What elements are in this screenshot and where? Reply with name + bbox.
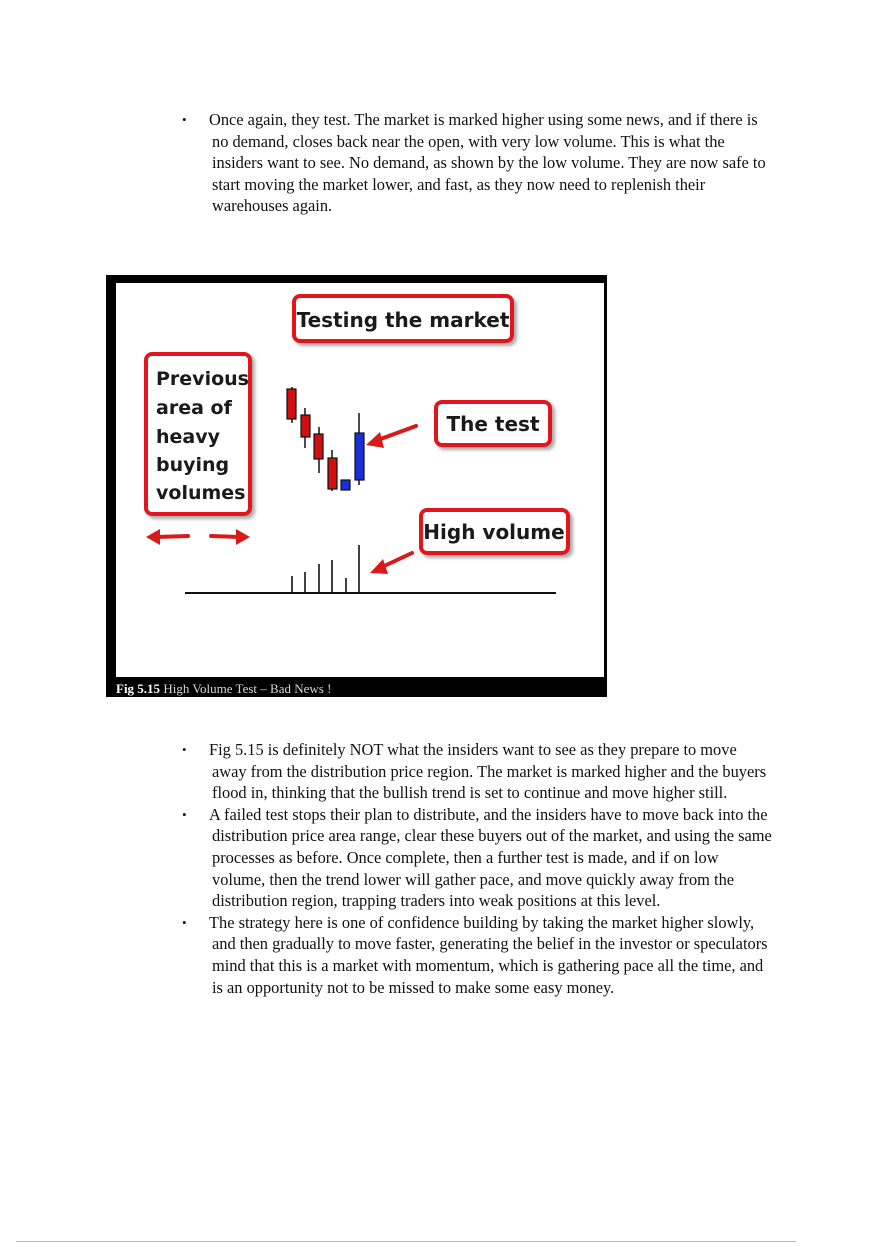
bullet-item [182, 109, 772, 217]
volume-arrow-icon [370, 553, 412, 574]
top-bullet-list [182, 109, 772, 217]
bullet-dot: • [182, 742, 187, 757]
candlestick-diagram [116, 283, 604, 677]
figure-caption [116, 681, 331, 697]
bullet-text: A failed test stops their plan to distribute, and the insiders have to move back into the distribution price area range, clear these buyers out of the market, and using the same processes as before. Once complete, then a further test is made, and if on low volume, then the trend lower will gather pace, and move quickly away from the distribution region, trapping traders into weak positions at this level. [209, 804, 772, 911]
bottom-bullet-list [182, 739, 772, 998]
bullet-item [182, 739, 772, 804]
bullet-text: Once again, they test. The market is marked higher using some news, and if there is no demand, closes back near the open, with very low volume. This is what the insiders want to see. No demand, as shown by the low volume. They are now safe to start moving the market lower, and fast, as they now need to replenish their warehouses again. [209, 110, 766, 216]
caption-number: Fig 5.15 [116, 681, 161, 696]
bear-candle [328, 458, 337, 489]
bullet-item [182, 912, 772, 998]
volume-callout-text: High volume [423, 520, 565, 544]
bull-candle [341, 480, 350, 490]
bullet-dot: • [182, 806, 187, 822]
title-callout-text: Testing the market [296, 308, 510, 332]
bull-candle [355, 433, 364, 480]
left-callout-line: heavy [156, 426, 221, 448]
test-arrow-icon [366, 426, 416, 448]
bear-candle [301, 415, 310, 437]
left-callout-line: area of [156, 397, 232, 419]
left-arrow-icon [146, 529, 188, 545]
test-callout-text: The test [446, 412, 540, 436]
bear-candle [314, 434, 323, 459]
footer-divider [16, 1241, 796, 1242]
bullet-item [182, 804, 772, 912]
right-arrow-icon [211, 529, 250, 545]
figure-5-15 [106, 275, 607, 697]
bullet-text: The strategy here is one of confidence building by taking the market higher slowly, and then gradually to move faster, generating the belief in the investor or speculators mind that this is a market with momentum, which is gathering pace all the time, and is an opportunity not to be missed to make some easy money. [209, 912, 768, 997]
bullet-text: Fig 5.15 is definitely NOT what the insiders want to see as they prepare to move away from the distribution price region. The market is marked higher and the buyers flood in, thinking that the bullish trend is set to continue and move higher still. [209, 740, 767, 803]
bullet-dot: • [182, 914, 187, 930]
bear-candle [287, 389, 296, 419]
left-callout-line: volumes [156, 482, 246, 504]
left-callout-line: Previous [156, 368, 249, 390]
bullet-dot: • [182, 112, 187, 127]
caption-title: High Volume Test – Bad News ! [163, 681, 332, 696]
left-callout-line: buying [156, 454, 230, 476]
